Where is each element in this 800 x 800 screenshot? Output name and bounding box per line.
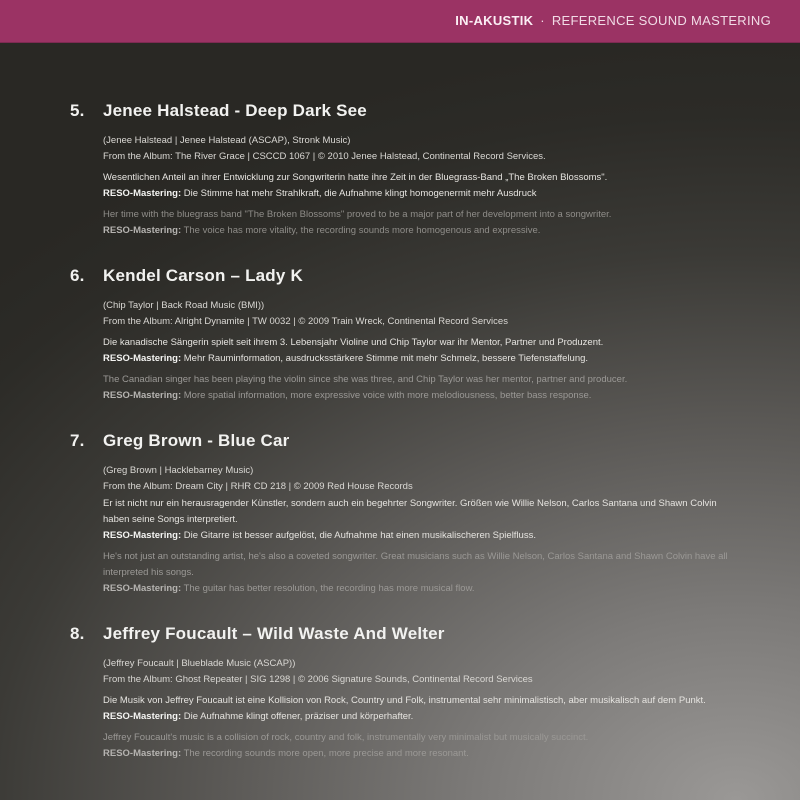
track-body [103, 133, 730, 239]
description-de-text: Die Musik von Jeffrey Foucault ist eine Kollision von Rock, Country und Folk, instrumental sehr minimalistisch, aber musikalisch auf dem Punkt. [103, 695, 706, 706]
reso-en-text: The recording sounds more open, more precise and more resonant. [183, 748, 469, 759]
track-album-info: From the Album: Dream City | RHR CD 218 | © 2009 Red House Records [103, 481, 413, 492]
header-banner [0, 0, 800, 43]
track-description-en [103, 730, 730, 762]
reso-de-text: Die Aufnahme klingt offener, präziser und körperhafter. [183, 711, 414, 722]
reso-mastering-en [103, 581, 730, 597]
reso-mastering-de [103, 528, 730, 544]
description-de-text: Wesentlichen Anteil an ihrer Entwicklung zur Songwriterin hatte ihre Zeit in der Bluegrass-Band „The Broken Blossoms". [103, 172, 608, 183]
track-description-de [103, 170, 730, 202]
track-entry-5 [70, 101, 730, 239]
reso-de-text: Die Gitarre ist besser aufgelöst, die Aufnahme hat einen musikalischeren Spielfluss. [183, 530, 536, 541]
reso-en-text: More spatial information, more expressive voice with more melodiousness, better bass response. [183, 390, 592, 401]
reso-label: RESO-Mastering: [103, 583, 182, 594]
track-number: 7. [70, 431, 85, 450]
track-body [103, 656, 730, 762]
track-entry-8 [70, 624, 730, 762]
track-credits: (Greg Brown | Hacklebarney Music) [103, 465, 254, 476]
track-entry-7 [70, 431, 730, 597]
reso-de-text: Die Stimme hat mehr Strahlkraft, die Aufnahme klingt homogenermit mehr Ausdruck [183, 188, 537, 199]
track-title: Kendel Carson – Lady K [103, 266, 303, 285]
track-description-en [103, 549, 730, 597]
track-album-info: From the Album: Ghost Repeater | SIG 1298 | © 2006 Signature Sounds, Continental Record Services [103, 674, 533, 685]
track-album-info: From the Album: Alright Dynamite | TW 0032 | © 2009 Train Wreck, Continental Record Services [103, 316, 508, 327]
header-separator: · [540, 13, 545, 28]
track-credits: (Chip Taylor | Back Road Music (BMI)) [103, 300, 265, 311]
reso-label: RESO-Mastering: [103, 530, 182, 541]
brand-name: IN-AKUSTIK [455, 13, 534, 28]
track-description-de [103, 693, 730, 725]
reso-mastering-en [103, 746, 730, 762]
track-body [103, 463, 730, 597]
reso-label: RESO-Mastering: [103, 748, 182, 759]
track-credits: (Jenee Halstead | Jenee Halstead (ASCAP), Stronk Music) [103, 135, 351, 146]
reso-mastering-en [103, 223, 730, 239]
reso-label: RESO-Mastering: [103, 188, 182, 199]
reso-mastering-de [103, 351, 730, 367]
description-en-text: Jeffrey Foucault's music is a collision of rock, country and folk, instrumentally very minimalist but musically succinct. [103, 732, 589, 743]
header-subtitle: REFERENCE SOUND MASTERING [551, 13, 771, 28]
description-de-text: Die kanadische Sängerin spielt seit ihrem 3. Lebensjahr Violine und Chip Taylor war ihr Mentor, Partner und Produzent. [103, 337, 604, 348]
description-en-text: Her time with the bluegrass band "The Broken Blossoms" proved to be a major part of her development into a songwriter. [103, 209, 612, 220]
track-description-de [103, 496, 730, 544]
description-en-text: He's not just an outstanding artist, he's also a coveted songwriter. Great musicians such as Willie Nelson, Carlos Santana and Shawn Colvin have all interpreted his songs. [103, 551, 728, 578]
track-title: Greg Brown - Blue Car [103, 431, 290, 450]
reso-mastering-de [103, 186, 730, 202]
track-title: Jenee Halstead - Deep Dark See [103, 101, 367, 120]
track-heading [70, 624, 730, 646]
track-number: 6. [70, 266, 85, 285]
track-heading [70, 101, 730, 123]
track-description-de [103, 335, 730, 367]
reso-en-text: The voice has more vitality, the recording sounds more homogenous and expressive. [183, 225, 541, 236]
reso-mastering-en [103, 388, 730, 404]
reso-label: RESO-Mastering: [103, 353, 182, 364]
track-album-info: From the Album: The River Grace | CSCCD 1067 | © 2010 Jenee Halstead, Continental Record Services. [103, 151, 546, 162]
header-title [455, 13, 771, 28]
track-heading [70, 266, 730, 288]
track-entry-6 [70, 266, 730, 404]
reso-label: RESO-Mastering: [103, 390, 182, 401]
description-de-text: Er ist nicht nur ein herausragender Künstler, sondern auch ein begehrter Songwriter. Größen wie Willie Nelson, Carlos Santana und Shawn Colvin haben seine Songs interpretiert. [103, 498, 717, 525]
reso-mastering-de [103, 709, 730, 725]
track-number: 5. [70, 101, 85, 120]
reso-de-text: Mehr Rauminformation, ausdrucksstärkere Stimme mit mehr Schmelz, bessere Tiefenstaffelung. [183, 353, 589, 364]
track-credits: (Jeffrey Foucault | Blueblade Music (ASCAP)) [103, 658, 296, 669]
reso-label: RESO-Mastering: [103, 711, 182, 722]
track-body [103, 298, 730, 404]
reso-label: RESO-Mastering: [103, 225, 182, 236]
description-en-text: The Canadian singer has been playing the violin since she was three, and Chip Taylor was her mentor, partner and producer. [103, 374, 628, 385]
track-heading [70, 431, 730, 453]
reso-en-text: The guitar has better resolution, the recording has more musical flow. [183, 583, 475, 594]
track-description-en [103, 372, 730, 404]
track-number: 8. [70, 624, 85, 643]
track-description-en [103, 207, 730, 239]
track-title: Jeffrey Foucault – Wild Waste And Welter [103, 624, 445, 643]
